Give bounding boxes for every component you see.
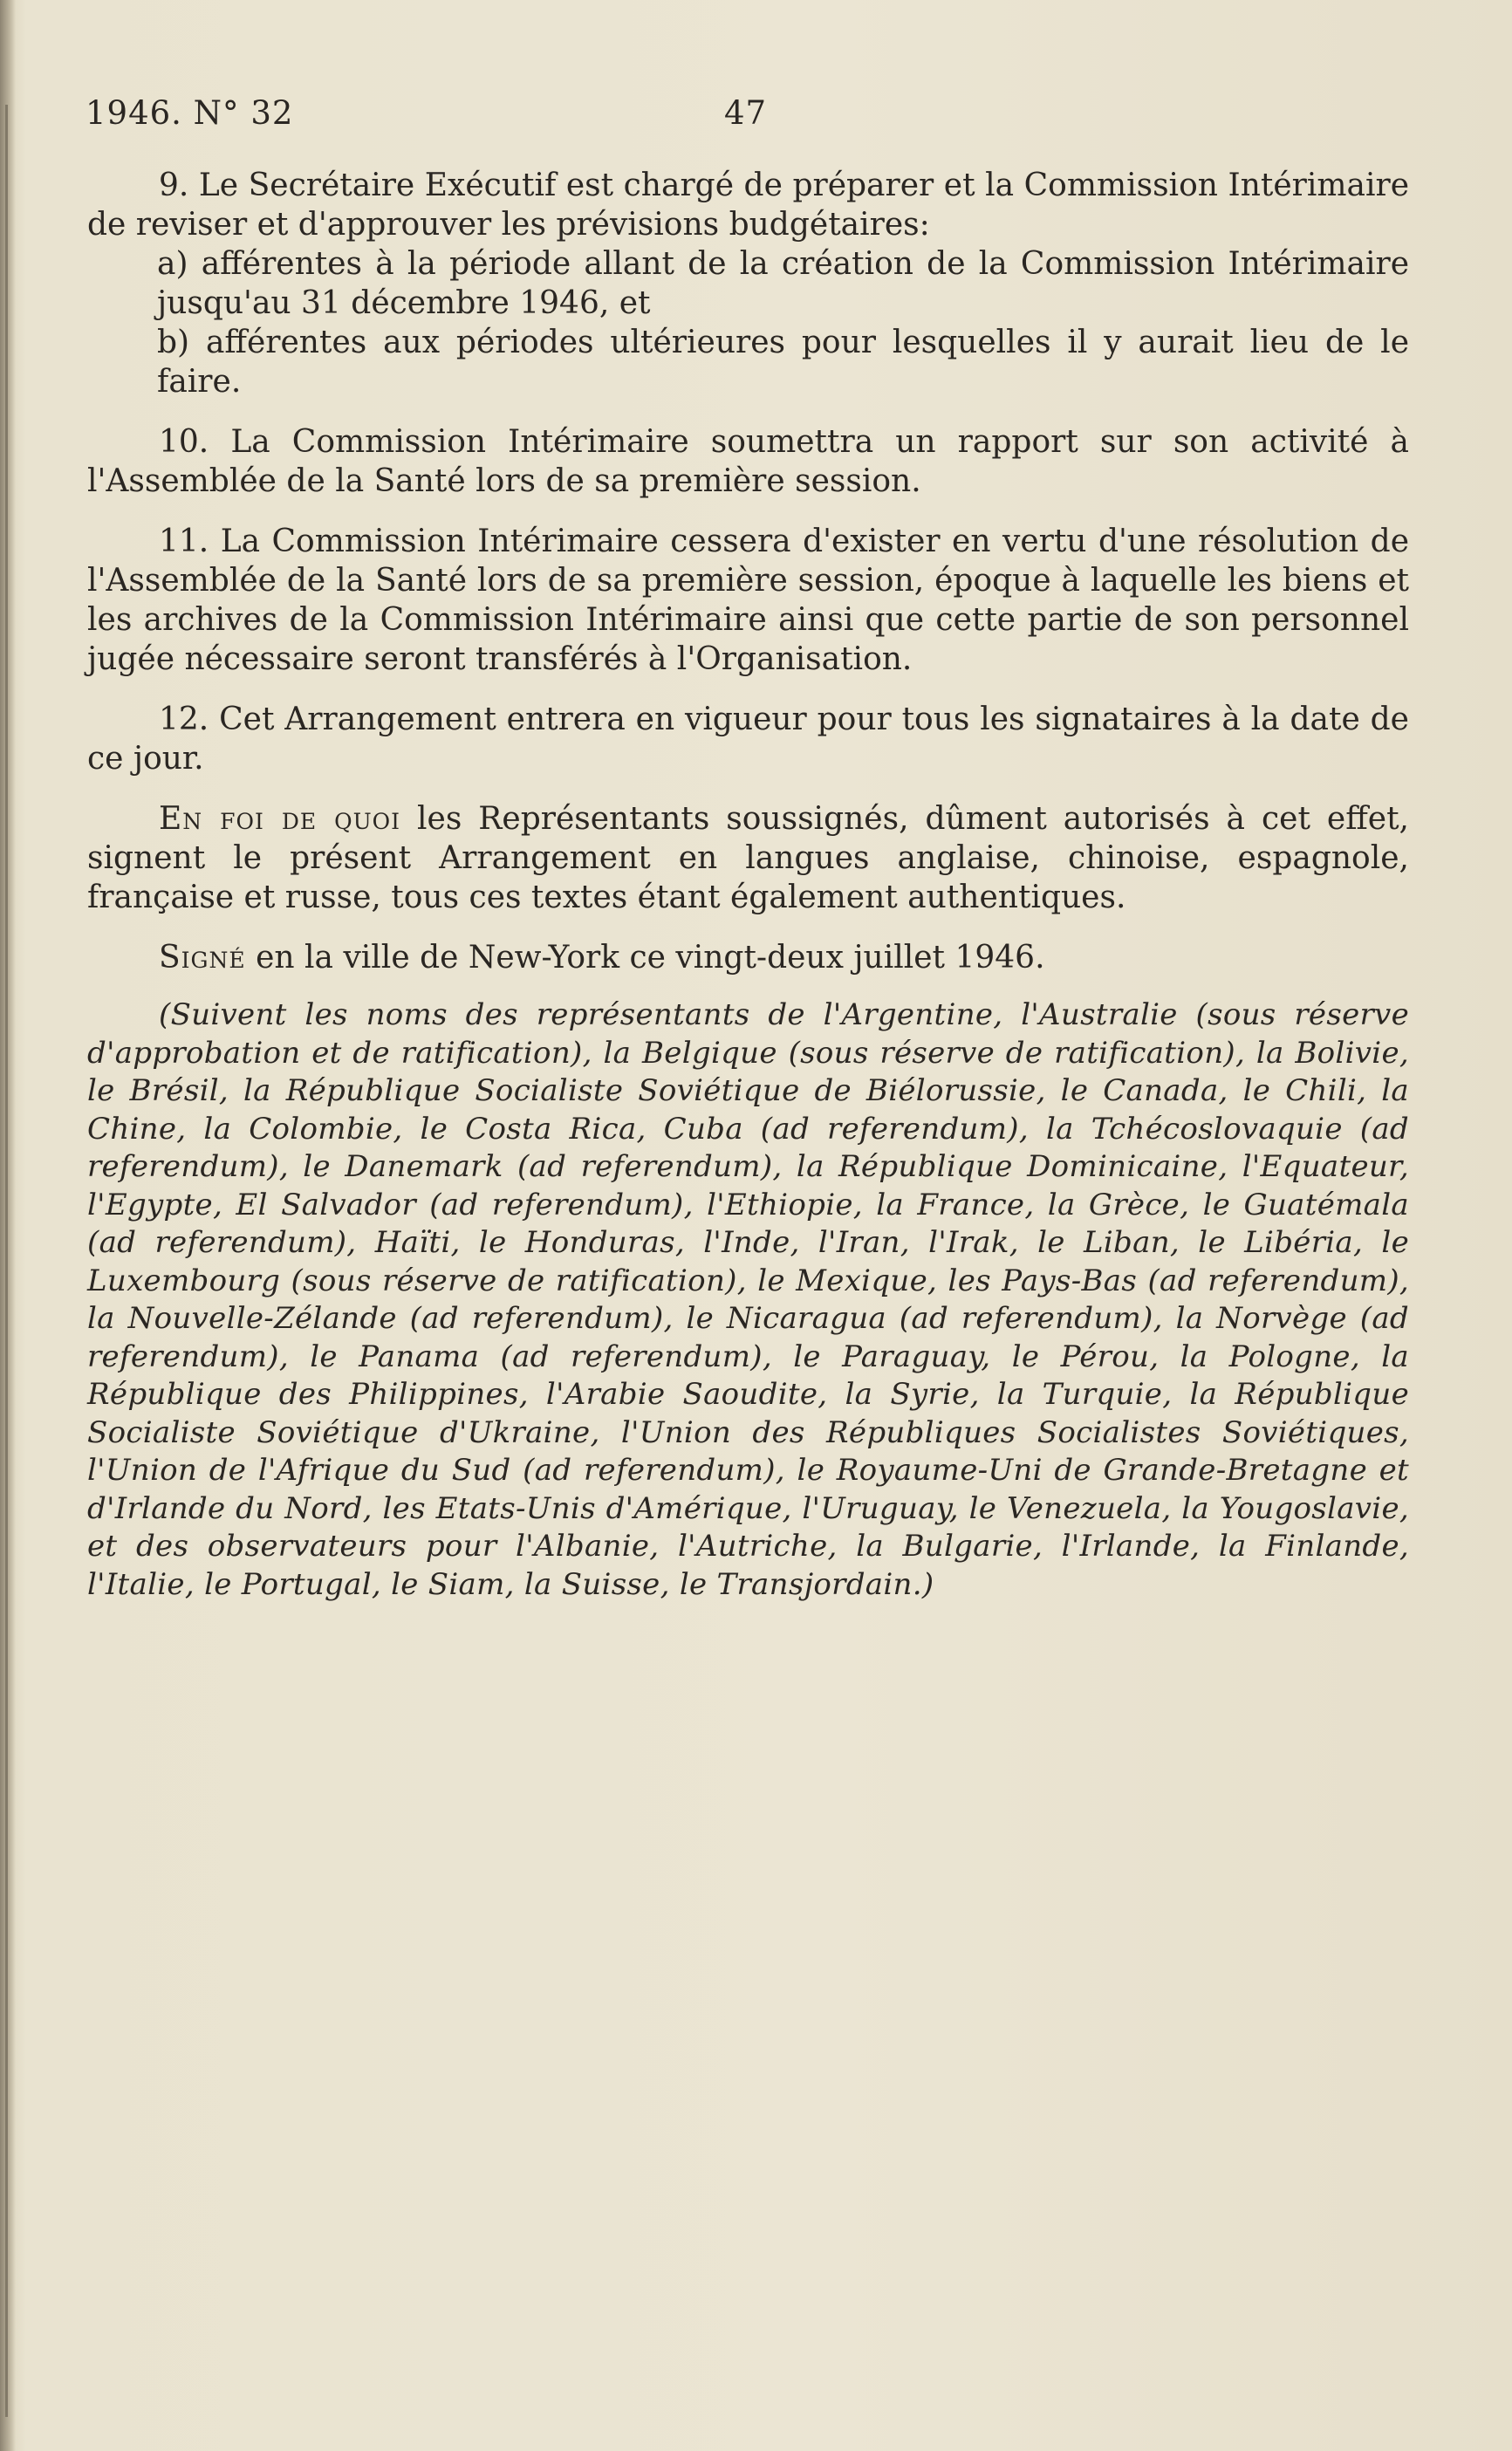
paragraph-9: 9. Le Secrétaire Exécutif est chargé de préparer et la Commission Intérimaire de reviser et d'approuver les prévisions budgétaires:	[87, 168, 1409, 243]
en-foi-text: les Représentants soussignés, dûment autorisés à cet effet, signent le présent Arrangement en langues anglaise, chinoise, espagnole, française et russe, tous ces textes étant également authentiques.	[87, 801, 1409, 915]
document-body	[87, 166, 1409, 1604]
paragraph-10: 10. La Commission Intérimaire soumettra un rapport sur son activité à l'Assemblée de la Santé lors de sa première session.	[87, 424, 1409, 499]
signatories-paragraph: (Suivent les noms des représentants de l'Argentine, l'Australie (sous réserve d'approbation et de ratification), la Belgique (sous réserve de ratification), la Bolivie, le Brésil, la République Socialiste Soviétique de Biélorussie, le Canada, le Chili, la Chine, la Colombie, le Costa Rica, Cuba (ad referendum), la Tchécoslovaquie (ad referendum), le Danemark (ad referendum), la République Dominicaine, l'Equateur, l'Egypte, El Salvador (ad referendum), l'Ethiopie, la France, la Grèce, le Guatémala (ad referendum), Haïti, le Honduras, l'Inde, l'Iran, l'Irak, le Liban, le Libéria, le Luxembourg (sous réserve de ratification), le Mexique, les Pays-Bas (ad referendum), la Nouvelle-Zélande (ad referendum), le Nicaragua (ad referendum), la Norvège (ad referendum), le Panama (ad referendum), le Paraguay, le Pérou, la Pologne, la République des Philippines, l'Arabie Saoudite, la Syrie, la Turquie, la République Socialiste Soviétique d'Ukraine, l'Union des Républiques Socialistes Soviétiques, l'Union de l'Afrique du Sud (ad referendum), le Royaume-Uni de Grande-Bretagne et d'Irlande du Nord, les Etats-Unis d'Amérique, l'Uruguay, le Venezuela, la Yougoslavie, et des observateurs pour l'Albanie, l'Autriche, la Bulgarie, l'Irlande, la Finlande, l'Italie, le Portugal, le Siam, la Suisse, le Transjordain.)	[87, 997, 1409, 1602]
paragraph-signe	[87, 938, 1409, 977]
signe-text: en la ville de New-York ce vingt-deux juillet 1946.	[245, 940, 1045, 976]
paragraph-12: 12. Cet Arrangement entrera en vigueur pour tous les signataires à la date de ce jour.	[87, 702, 1409, 777]
paragraph-9a: a) afférentes à la période allant de la création de la Commission Intérimaire jusqu'au 31 décembre 1946, et	[157, 246, 1409, 321]
signe-label: Signé	[159, 940, 246, 976]
paragraph-9b: b) afférentes aux périodes ultérieures pour lesquelles il y aurait lieu de le faire.	[157, 325, 1409, 400]
header-page-number: 47	[724, 94, 768, 132]
header-year-number: 1946. N° 32	[86, 94, 294, 132]
paragraph-11: 11. La Commission Intérimaire cessera d'exister en vertu d'une résolution de l'Assemblée de la Santé lors de sa première session, époque à laquelle les biens et les archives de la Commission Intérimaire ainsi que cette partie de son personnel jugée nécessaire seront transférés à l'Organisation.	[87, 524, 1409, 677]
page-binding-shadow	[0, 0, 16, 2451]
en-foi-label: En foi de quoi	[159, 801, 401, 837]
paragraph-en-foi	[87, 799, 1409, 917]
page-binding-line	[5, 105, 8, 2417]
page-header	[86, 87, 1412, 140]
